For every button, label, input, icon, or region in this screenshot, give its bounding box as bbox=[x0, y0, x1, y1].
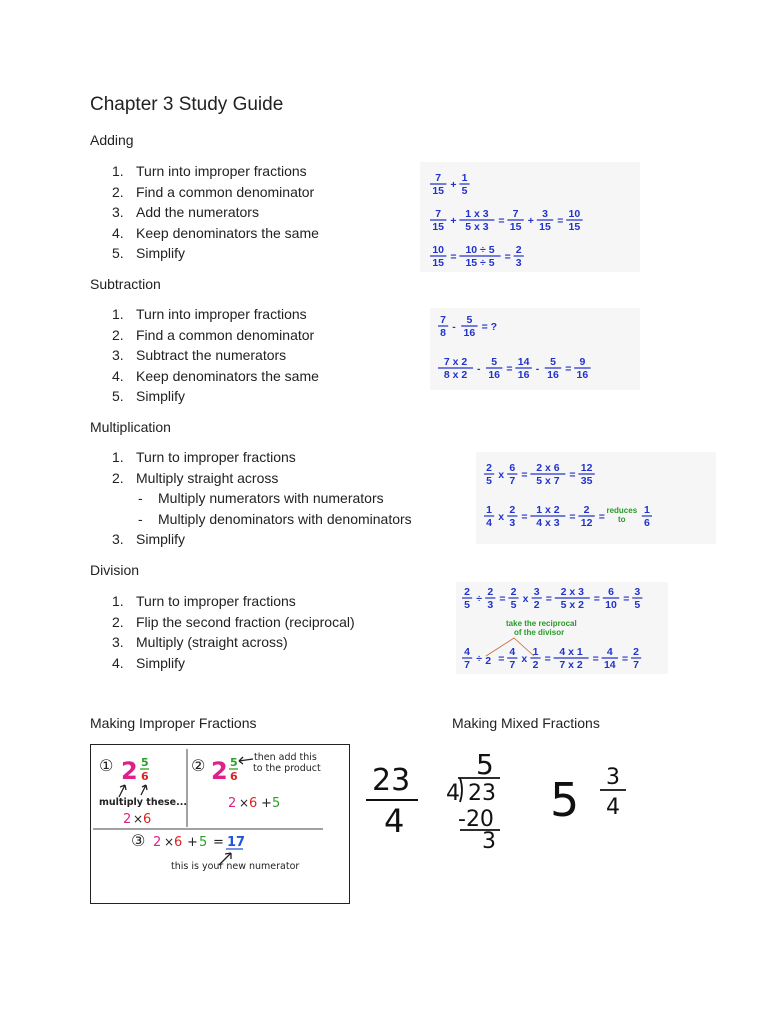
step-1-denominator: 6 bbox=[141, 770, 149, 783]
list-item: 3. Multiply (straight across) bbox=[112, 634, 288, 650]
step-3-marker: ③ bbox=[131, 831, 146, 850]
operator: = bbox=[544, 653, 551, 665]
heading-subtraction: Subtraction bbox=[90, 276, 161, 292]
step-1-marker: ① bbox=[99, 756, 114, 775]
operator: = bbox=[593, 593, 600, 605]
fraction-numerator: 1 bbox=[486, 504, 493, 516]
fraction-numerator: 10 bbox=[568, 208, 581, 220]
operator: - bbox=[477, 363, 481, 375]
fraction-numerator: 10 bbox=[432, 244, 445, 256]
fraction-numerator: 10 ÷ 5 bbox=[465, 244, 495, 256]
operator: = bbox=[565, 363, 572, 375]
list-item: 1. Turn into improper fractions bbox=[112, 306, 307, 322]
fraction-numerator: 2 bbox=[515, 244, 522, 256]
operator: x bbox=[498, 511, 505, 523]
step-1-numerator: 5 bbox=[141, 756, 149, 769]
fraction-numerator: 2 bbox=[487, 586, 494, 598]
list-item: 4. Keep denominators the same bbox=[112, 367, 319, 384]
svg-text:×: × bbox=[239, 796, 250, 810]
fraction-denominator: 2 bbox=[532, 659, 539, 671]
operator: = bbox=[569, 469, 576, 481]
fraction-numerator: 3 bbox=[542, 208, 548, 220]
note-word: reduces bbox=[606, 506, 638, 515]
list-item: 2. Flip the second fraction (reciprocal) bbox=[112, 613, 355, 630]
fraction-denominator: 16 bbox=[547, 369, 559, 381]
list-item: 3. Simplify bbox=[112, 531, 186, 547]
multiplication-example bbox=[476, 452, 716, 544]
step-3-result: 17 bbox=[227, 835, 246, 850]
steps-subtraction bbox=[90, 304, 319, 407]
operator: ÷ bbox=[476, 593, 482, 605]
step-2-note-2: to the product bbox=[253, 763, 321, 774]
arrow-icon bbox=[239, 757, 253, 764]
division-quotient: 5 bbox=[476, 748, 494, 781]
svg-text:6: 6 bbox=[249, 796, 258, 811]
operator: = bbox=[598, 511, 605, 523]
fraction-numerator: 3 bbox=[533, 586, 540, 598]
operator: - bbox=[452, 321, 456, 333]
heading-mixed-fractions: Making Mixed Fractions bbox=[452, 715, 600, 731]
fraction-numerator: 4 x 1 bbox=[559, 646, 583, 658]
operator: x bbox=[522, 593, 529, 605]
operator: = bbox=[498, 653, 505, 665]
fraction-denominator: 15 bbox=[539, 221, 551, 233]
fraction-denominator: 7 bbox=[633, 659, 640, 671]
list-item: 2. Multiply straight across bbox=[112, 469, 279, 486]
mixed-fractions-diagram bbox=[360, 740, 660, 860]
fraction-denominator: 8 x 2 bbox=[443, 369, 468, 381]
step-1-expr-whole: 2 bbox=[123, 812, 132, 827]
fraction-denominator: 5 x 7 bbox=[536, 475, 560, 487]
svg-text:2: 2 bbox=[153, 835, 162, 850]
fraction-denominator: 15 bbox=[432, 221, 445, 233]
fraction-denominator: 5 bbox=[486, 475, 493, 487]
fraction-numerator: 9 bbox=[579, 356, 586, 368]
fraction-denominator: 15 bbox=[432, 185, 445, 197]
svg-text:6: 6 bbox=[174, 835, 183, 850]
fraction-denominator: 4 x 3 bbox=[536, 517, 560, 529]
operator: = bbox=[623, 593, 630, 605]
operator: = bbox=[557, 215, 564, 227]
operator: = bbox=[521, 469, 528, 481]
step-2-whole: 2 bbox=[211, 757, 228, 785]
division-remainder: 3 bbox=[482, 829, 496, 854]
reciprocal-note: of the divisor bbox=[514, 628, 565, 637]
fraction-numerator: 2 x 6 bbox=[536, 462, 560, 474]
list-item: 2. Find a common denominator bbox=[112, 183, 315, 200]
operator: = bbox=[504, 251, 511, 263]
result-denominator: 4 bbox=[606, 795, 620, 820]
fraction-numerator: 6 bbox=[608, 586, 614, 598]
fraction-numerator: 1 bbox=[643, 504, 650, 516]
operator: = bbox=[450, 251, 457, 263]
operator: = bbox=[592, 653, 599, 665]
fraction-denominator: 12 bbox=[580, 517, 593, 529]
result-whole: 5 bbox=[550, 773, 580, 827]
fraction-denominator: 15 bbox=[568, 221, 581, 233]
step-2-denominator: 6 bbox=[230, 770, 238, 783]
list-item: 2. Find a common denominator bbox=[112, 326, 315, 343]
mixed-fraction-denominator: 4 bbox=[384, 802, 405, 840]
svg-text:2: 2 bbox=[228, 796, 237, 811]
svg-text:6: 6 bbox=[143, 812, 152, 827]
fraction-numerator: 5 bbox=[550, 356, 556, 368]
list-item: - Multiply numerators with numerators bbox=[138, 490, 384, 506]
fraction-denominator: 35 bbox=[580, 475, 593, 487]
division-dividend: 23 bbox=[468, 781, 496, 806]
whole-number: 2 bbox=[485, 655, 492, 667]
fraction-denominator: 3 bbox=[509, 517, 516, 529]
step-3-caption: this is your new numerator bbox=[171, 861, 300, 872]
fraction-numerator: 7 bbox=[435, 208, 442, 220]
fraction-numerator: 4 bbox=[509, 646, 516, 658]
fraction-numerator: 2 bbox=[464, 586, 471, 598]
operator: ÷ bbox=[476, 653, 482, 665]
list-item: 4. Keep denominators the same bbox=[112, 224, 319, 241]
fraction-denominator: 3 bbox=[487, 599, 494, 611]
operator: = bbox=[499, 593, 506, 605]
fraction-numerator: 2 bbox=[486, 462, 493, 474]
list-item: 1. Turn to improper fractions bbox=[112, 449, 296, 465]
fraction-denominator: 16 bbox=[517, 369, 530, 381]
operator: = bbox=[569, 511, 576, 523]
list-item: 3. Subtract the numerators bbox=[112, 347, 287, 363]
operator: = bbox=[498, 215, 505, 227]
list-item: 1. Turn into improper fractions bbox=[112, 163, 307, 179]
fraction-denominator: 7 bbox=[464, 659, 471, 671]
step-2-note-1: then add this bbox=[254, 752, 317, 763]
fraction-numerator: 3 bbox=[634, 586, 641, 598]
result-numerator: 3 bbox=[606, 765, 620, 790]
fraction-denominator: 15 bbox=[432, 257, 445, 269]
svg-text:=: = bbox=[213, 835, 224, 850]
fraction-numerator: 4 bbox=[464, 646, 471, 658]
fraction-denominator: 6 bbox=[643, 517, 650, 529]
fraction-denominator: 7 bbox=[509, 475, 516, 487]
fraction-numerator: 7 bbox=[512, 208, 519, 220]
step-1-caption: multiply these... bbox=[99, 797, 187, 808]
heading-adding: Adding bbox=[90, 132, 134, 148]
fraction-numerator: 1 x 3 bbox=[465, 208, 489, 220]
fraction-denominator: 5 x 3 bbox=[465, 221, 489, 233]
svg-text:5: 5 bbox=[272, 796, 281, 811]
fraction-denominator: 10 bbox=[605, 599, 617, 611]
list-item: 3. Add the numerators bbox=[112, 204, 259, 220]
fraction-denominator: 5 bbox=[634, 599, 641, 611]
fraction-numerator: 5 bbox=[466, 314, 473, 326]
fraction-numerator: 7 bbox=[440, 314, 447, 326]
svg-text:+: + bbox=[261, 796, 272, 811]
fraction-denominator: 7 bbox=[509, 659, 516, 671]
fraction-denominator: 2 bbox=[533, 599, 540, 611]
fraction-denominator: 7 x 2 bbox=[559, 659, 583, 671]
fraction-denominator: 5 bbox=[461, 185, 468, 197]
list-item: 5. Simplify bbox=[112, 245, 186, 261]
fraction-denominator: 15 ÷ 5 bbox=[465, 257, 495, 269]
division-divisor: 4 bbox=[446, 781, 460, 806]
operator: = bbox=[506, 363, 513, 375]
operator: = bbox=[622, 653, 629, 665]
adding-example bbox=[420, 162, 640, 272]
fraction-denominator: 16 bbox=[488, 369, 501, 381]
operator: = bbox=[545, 593, 552, 605]
fraction-numerator: 1 bbox=[461, 172, 468, 184]
list-item: 4. Simplify bbox=[112, 654, 186, 671]
svg-text:5: 5 bbox=[199, 835, 208, 850]
fraction-denominator: 16 bbox=[576, 369, 589, 381]
operator: + bbox=[527, 215, 534, 227]
fraction-numerator: 2 bbox=[510, 586, 517, 598]
fraction-numerator: 1 bbox=[532, 646, 539, 658]
steps-division bbox=[90, 591, 355, 673]
fraction-numerator: 2 x 3 bbox=[560, 586, 584, 598]
fraction-numerator: 2 bbox=[583, 504, 590, 516]
operator: + bbox=[450, 179, 457, 191]
reciprocal-note: take the reciprocal bbox=[506, 619, 577, 628]
fraction-numerator: 5 bbox=[491, 356, 498, 368]
heading-division: Division bbox=[90, 562, 140, 578]
step-2-marker: ② bbox=[191, 756, 206, 775]
fraction-denominator: 5 bbox=[464, 599, 471, 611]
arrow-icon bbox=[141, 785, 147, 795]
operator: = ? bbox=[481, 321, 498, 333]
list-item: 5. Simplify bbox=[112, 388, 186, 404]
fraction-denominator: 3 bbox=[515, 257, 522, 269]
steps-adding bbox=[90, 161, 319, 264]
fraction-numerator: 7 x 2 bbox=[443, 356, 468, 368]
operator: x bbox=[521, 653, 528, 665]
step-1-whole: 2 bbox=[121, 757, 138, 785]
page-title: Chapter 3 Study Guide bbox=[90, 94, 284, 115]
fraction-denominator: 14 bbox=[603, 659, 616, 671]
step-2-numerator: 5 bbox=[230, 756, 238, 769]
heading-multiplication: Multiplication bbox=[90, 419, 171, 435]
fraction-numerator: 12 bbox=[580, 462, 593, 474]
fraction-denominator: 5 bbox=[510, 599, 517, 611]
division-bracket bbox=[460, 778, 462, 802]
fraction-numerator: 4 bbox=[606, 646, 613, 658]
list-item: 1. Turn to improper fractions bbox=[112, 593, 296, 609]
svg-text:×: × bbox=[164, 835, 175, 849]
improper-fractions-diagram bbox=[90, 744, 350, 904]
note-word: to bbox=[618, 515, 626, 524]
operator: x bbox=[498, 469, 505, 481]
fraction-numerator: 2 bbox=[509, 504, 516, 516]
fraction-denominator: 8 bbox=[440, 327, 447, 339]
heading-improper-fractions: Making Improper Fractions bbox=[90, 715, 257, 731]
fraction-denominator: 4 bbox=[486, 517, 493, 529]
fraction-denominator: 5 x 2 bbox=[560, 599, 584, 611]
fraction-numerator: 6 bbox=[509, 462, 516, 474]
fraction-numerator: 7 bbox=[435, 172, 442, 184]
fraction-denominator: 15 bbox=[509, 221, 522, 233]
svg-text:+: + bbox=[187, 835, 198, 850]
svg-text:×: × bbox=[133, 812, 144, 826]
list-item: - Multiply denominators with denominators bbox=[138, 510, 412, 527]
operator: + bbox=[450, 215, 457, 227]
operator: - bbox=[535, 363, 540, 375]
fraction-numerator: 1 x 2 bbox=[536, 504, 560, 516]
subtraction-example bbox=[430, 308, 640, 390]
operator: = bbox=[521, 511, 528, 523]
fraction-numerator: 2 bbox=[633, 646, 640, 658]
fraction-numerator: 14 bbox=[517, 356, 530, 368]
division-subtract: -20 bbox=[458, 807, 494, 832]
division-example bbox=[456, 582, 668, 674]
mixed-fraction-numerator: 23 bbox=[372, 763, 411, 798]
arrow-icon bbox=[119, 785, 126, 797]
fraction-denominator: 16 bbox=[463, 327, 476, 339]
steps-multiplication bbox=[90, 447, 412, 550]
